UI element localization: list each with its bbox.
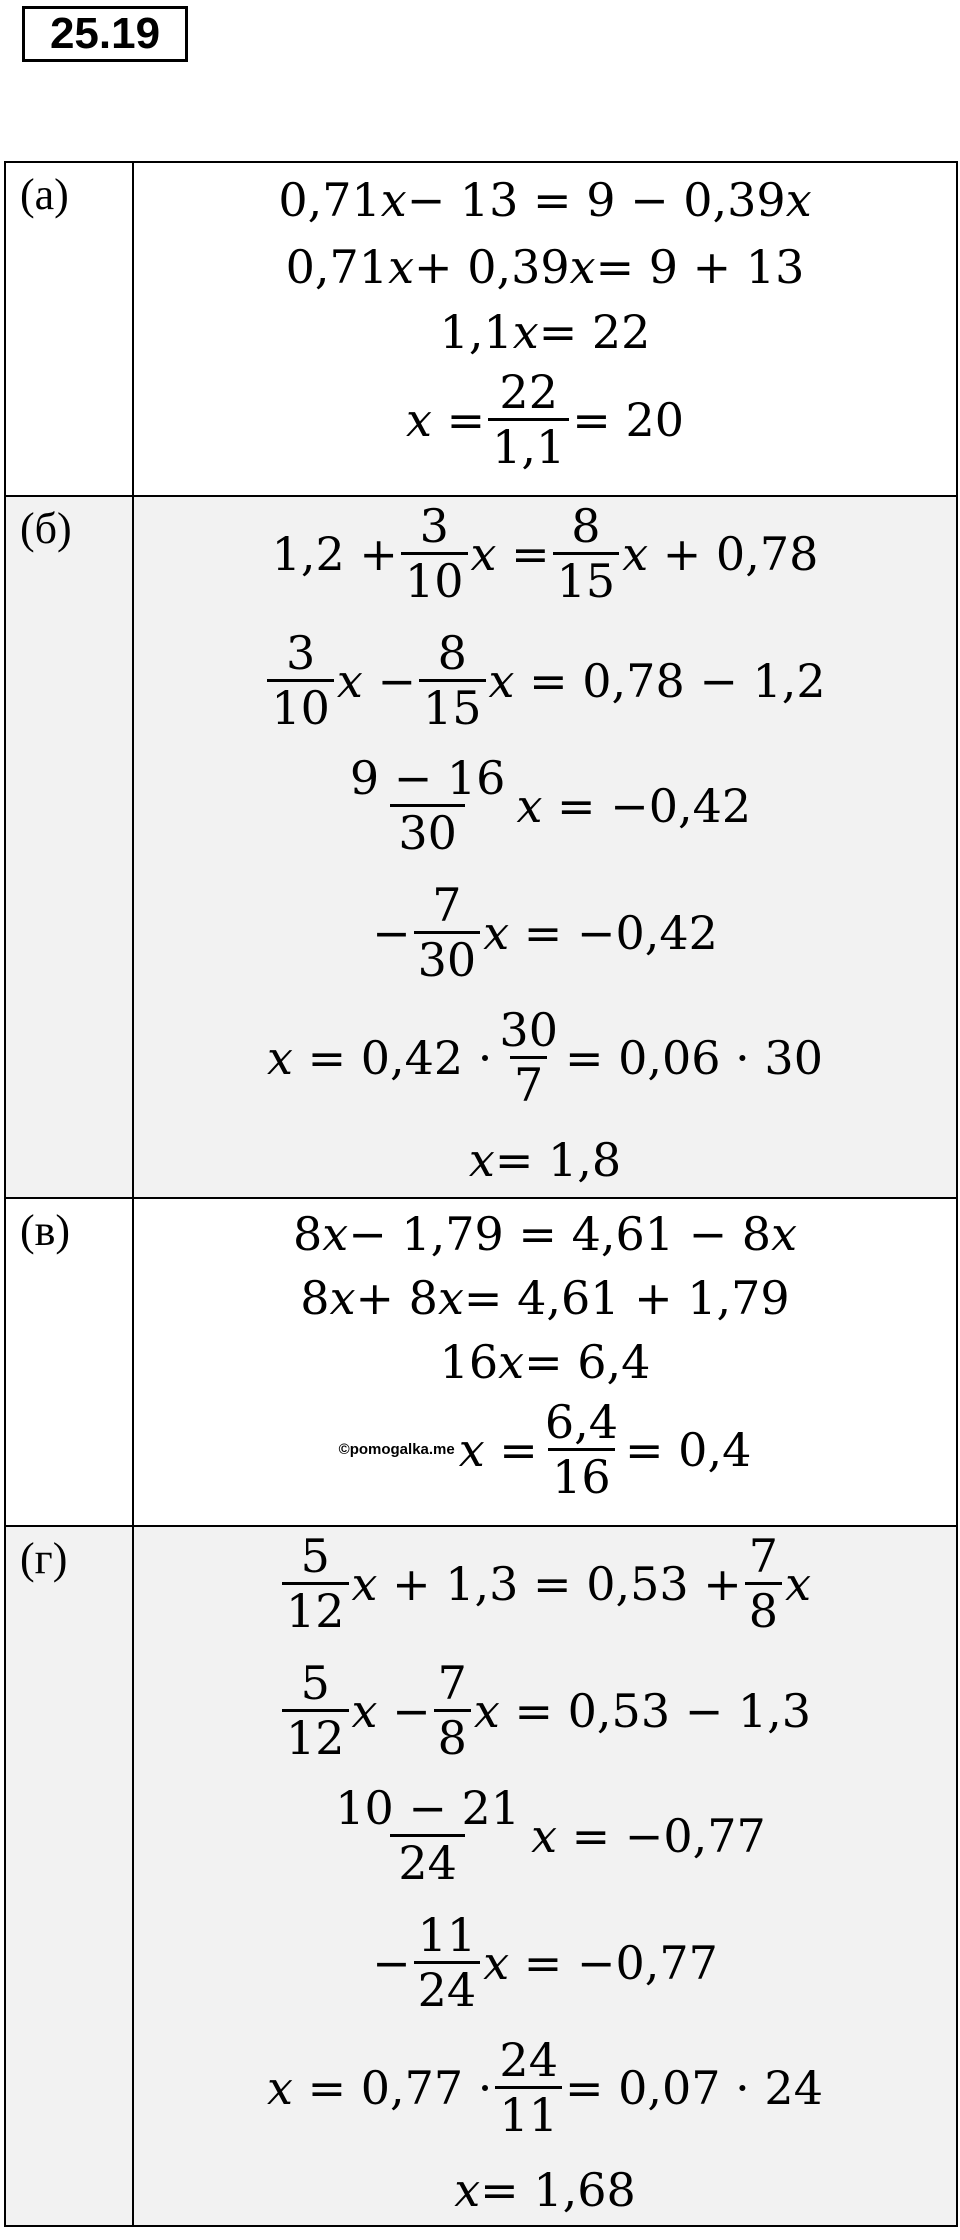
- v-fraction-num: 6,4: [544, 1395, 619, 1449]
- a-line-4-lhs: x =: [406, 392, 486, 447]
- b-l2-f2-den: 15: [419, 679, 486, 731]
- g-line-2-frac-1: [282, 1656, 349, 1765]
- g-l5-num: 24: [499, 2033, 558, 2087]
- variable-x: x: [483, 1935, 510, 1990]
- g-l1-f1-den: 12: [282, 1582, 349, 1634]
- g-line-4-rhs: x = −0,77: [483, 1935, 718, 1990]
- b-l3-num: 9 − 16: [349, 751, 506, 805]
- a-line-2: 0,71 x + 0,39 x = 9 + 13: [285, 240, 805, 294]
- row-a-label: (а): [5, 162, 133, 496]
- g-line-5-frac: [495, 2033, 562, 2142]
- b-line-2-frac-1: [267, 626, 334, 735]
- variable-x: x: [468, 1133, 495, 1187]
- g-line-1-frac-1: [282, 1529, 349, 1638]
- b-l2-f2-num: 8: [437, 626, 467, 680]
- row-g: [5, 1526, 957, 2226]
- variable-x: x: [531, 1808, 558, 1863]
- row-b-label: (б): [5, 496, 133, 1198]
- b-line-2-frac-2: [419, 626, 486, 735]
- variable-x: x: [380, 173, 407, 227]
- g-line-2-frac-2: [434, 1656, 471, 1765]
- b-l2-f1-num: 3: [285, 626, 316, 680]
- variable-x: x: [785, 173, 812, 227]
- problem-number-box: [22, 6, 188, 62]
- b-line-1-frac-2: [553, 499, 620, 608]
- a-fraction-den: 1,1: [488, 418, 569, 470]
- b-l5-num: 30: [499, 1003, 558, 1057]
- g-l4-den: 24: [414, 1961, 481, 2013]
- problem-number: 25.19: [49, 9, 161, 58]
- a-line-4: [134, 365, 956, 474]
- g-line-6: x = 1,68: [454, 2163, 636, 2217]
- row-v-label: (в): [5, 1198, 133, 1526]
- b-l2-f1-den: 10: [267, 679, 334, 731]
- g-line-1-frac-2: [745, 1529, 782, 1638]
- variable-x: x: [488, 653, 515, 708]
- g-line-4-frac: [414, 1908, 481, 2017]
- row-b-work: [133, 496, 957, 1198]
- variable-x: x: [388, 240, 415, 294]
- a-line-4-rhs: = 20: [572, 392, 684, 447]
- g-line-5: [134, 2033, 956, 2142]
- solution-table: [4, 161, 958, 2227]
- b-line-1-c: x + 0,78: [622, 526, 819, 581]
- v-line-1: 8 x − 1,79 = 4,61 − 8 x: [292, 1207, 798, 1261]
- b-line-5-lhs: x = 0,42 ·: [267, 1030, 493, 1085]
- g-l4-num: 11: [417, 1908, 477, 1962]
- variable-x: x: [322, 1207, 349, 1261]
- b-line-2-a: x −: [336, 653, 416, 708]
- b-line-5-rhs: = 0,06 · 30: [564, 1030, 823, 1085]
- b-l3-den: 30: [390, 804, 465, 856]
- v-line-2: 8 x + 8 x = 4,61 + 1,79: [300, 1271, 790, 1325]
- a-fraction-num: 22: [499, 365, 558, 419]
- b-l1-f2-num: 8: [571, 499, 601, 553]
- g-l2-f2-den: 8: [434, 1709, 471, 1761]
- b-line-2-b: x = 0,78 − 1,2: [488, 653, 826, 708]
- b-l1-f2-den: 15: [553, 552, 620, 604]
- v-fraction: [541, 1395, 622, 1504]
- variable-x: x: [785, 1556, 812, 1611]
- variable-x: x: [470, 526, 497, 581]
- variable-x: x: [351, 1556, 378, 1611]
- v-line-3: 16 x = 6,4: [439, 1335, 651, 1389]
- row-v-work: [133, 1198, 957, 1526]
- variable-x: x: [771, 1207, 798, 1261]
- g-l3-den: 24: [390, 1834, 465, 1886]
- g-line-1: [134, 1529, 956, 1638]
- g-line-2: [134, 1656, 956, 1765]
- b-line-3-frac: [342, 751, 514, 860]
- g-line-3-rhs: x = −0,77: [531, 1808, 766, 1863]
- a-fraction: [488, 365, 569, 474]
- b-line-5-frac: [495, 1003, 562, 1112]
- variable-x: x: [406, 392, 432, 447]
- b-l5-den: 7: [510, 1056, 547, 1108]
- b-l4-den: 30: [414, 931, 481, 983]
- g-line-1-a: x + 1,3 = 0,53 +: [351, 1556, 742, 1611]
- variable-x: x: [351, 1683, 378, 1738]
- b-line-4: [134, 878, 956, 987]
- row-b: [5, 496, 957, 1198]
- variable-x: x: [329, 1271, 356, 1325]
- b-line-2: [134, 626, 956, 735]
- b-l4-num: 7: [432, 878, 462, 932]
- variable-x: x: [516, 778, 543, 833]
- g-l3-num: 10 − 21: [335, 1781, 521, 1835]
- b-line-1-a: 1,2 +: [271, 526, 398, 581]
- variable-x: x: [473, 1683, 500, 1738]
- b-l1-f1-num: 3: [419, 499, 449, 553]
- g-l2-f1-num: 5: [300, 1656, 330, 1710]
- b-line-4-minus: −: [372, 905, 411, 960]
- variable-x: x: [336, 653, 363, 708]
- g-l1-f2-den: 8: [745, 1582, 782, 1634]
- g-line-2-b: x = 0,53 − 1,3: [473, 1683, 812, 1738]
- variable-x: x: [267, 1030, 293, 1085]
- b-line-4-rhs: x = −0,42: [483, 905, 718, 960]
- g-line-5-lhs: x = 0,77 ·: [267, 2060, 493, 2115]
- b-line-6: x = 1,8: [468, 1133, 622, 1187]
- b-line-5: [134, 1003, 956, 1112]
- row-v: [5, 1198, 957, 1526]
- variable-x: x: [569, 240, 596, 294]
- v-line-4-rhs: = 0,4: [625, 1422, 752, 1477]
- variable-x: x: [483, 905, 510, 960]
- b-line-1: [134, 499, 956, 608]
- b-line-1-frac-1: [401, 499, 468, 608]
- g-l2-f2-num: 7: [437, 1656, 467, 1710]
- g-line-1-b: [785, 1556, 812, 1611]
- watermark: ©pomogalka.me: [338, 1441, 455, 1458]
- variable-x: x: [458, 1422, 485, 1477]
- g-line-4-minus: −: [372, 1935, 411, 1990]
- b-line-3-rhs: x = −0,42: [516, 778, 752, 833]
- g-line-5-rhs: = 0,07 · 24: [564, 2060, 823, 2115]
- variable-x: x: [622, 526, 649, 581]
- g-line-3-frac: [327, 1781, 528, 1890]
- a-line-1: 0,71 x − 13 = 9 − 0,39 x: [278, 173, 812, 227]
- row-g-work: [133, 1526, 957, 2226]
- v-fraction-den: 16: [548, 1448, 615, 1500]
- g-l2-f1-den: 12: [282, 1709, 349, 1761]
- variable-x: x: [498, 1335, 525, 1389]
- row-g-label: (г): [5, 1526, 133, 2226]
- row-a: [5, 162, 957, 496]
- variable-x: x: [437, 1271, 464, 1325]
- g-line-3: [134, 1781, 956, 1890]
- b-line-1-b: x =: [470, 526, 550, 581]
- a-line-3: 1,1 x = 22: [439, 305, 651, 359]
- b-line-3: [134, 751, 956, 860]
- variable-x: x: [512, 305, 539, 359]
- g-l1-f1-num: 5: [300, 1529, 330, 1583]
- g-l5-den: 11: [495, 2086, 562, 2138]
- g-line-4: [134, 1908, 956, 2017]
- b-line-4-frac: [414, 878, 481, 987]
- variable-x: x: [454, 2163, 481, 2217]
- b-l1-f1-den: 10: [401, 552, 468, 604]
- g-l1-f2-num: 7: [748, 1529, 779, 1583]
- variable-x: x: [267, 2060, 293, 2115]
- v-line-4: [134, 1395, 956, 1504]
- v-line-4-lhs: x =: [458, 1422, 538, 1477]
- row-a-work: [133, 162, 957, 496]
- g-line-2-a: x −: [351, 1683, 431, 1738]
